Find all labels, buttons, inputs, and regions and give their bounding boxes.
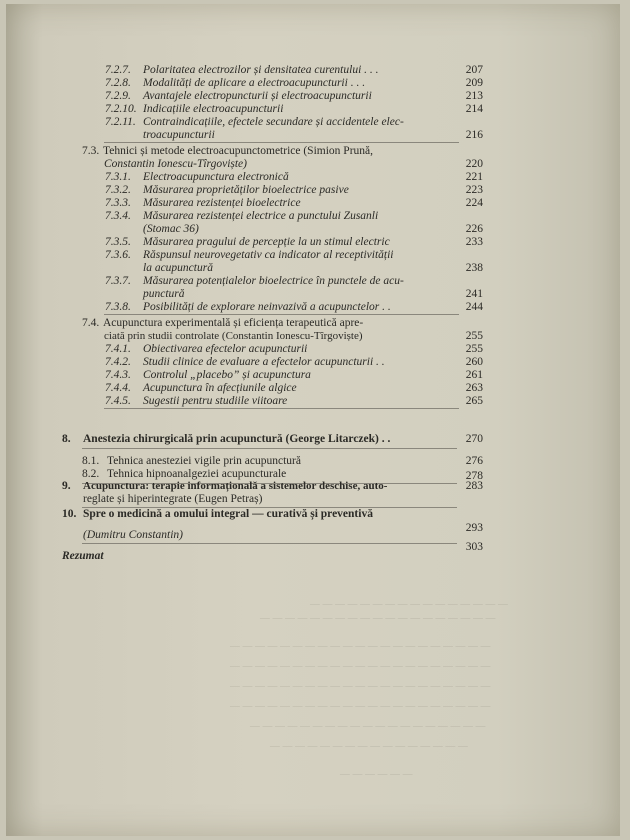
toc-entry-title: Tehnica anesteziei vigile prin acupunctură bbox=[107, 455, 301, 467]
toc-entry-number: 7.3.5. bbox=[105, 236, 131, 248]
toc-entry-number: 7.3.6. bbox=[105, 249, 131, 261]
divider bbox=[82, 543, 457, 544]
toc-entry-title: Măsurarea proprietăților bioelectrice pasive bbox=[143, 184, 349, 196]
toc-entry-title: Obiectivarea efectelor acupuncturii bbox=[143, 343, 308, 355]
toc-entry-number: 7.2.11. bbox=[105, 116, 136, 128]
toc-page-number: 209 bbox=[465, 77, 483, 89]
toc-entry-number: 7.3.8. bbox=[105, 301, 131, 313]
divider bbox=[82, 448, 457, 449]
toc-entry-number: 7.3.7. bbox=[105, 275, 131, 287]
toc-entry-title: Studii clinice de evaluare a efectelor acupuncturii . . bbox=[143, 356, 385, 368]
toc-entry-title: Acupunctura: terapie informațională a sistemelor deschise, auto- bbox=[83, 480, 388, 492]
toc-entry-title: Răspunsul neurovegetativ ca indicator al receptivității bbox=[143, 249, 394, 261]
toc-entry-number: 7.3.4. bbox=[105, 210, 131, 222]
toc-entry-title: Măsurarea pragului de percepție la un stimul electric bbox=[143, 236, 390, 248]
toc-entry-number: 7.4.3. bbox=[105, 369, 131, 381]
toc-entry-number: 8.2. bbox=[82, 468, 100, 480]
divider bbox=[104, 408, 459, 409]
toc-entry-number: 7.2.10. bbox=[105, 103, 137, 115]
toc-entry-title: Constantin Ionescu-Tîrgoviște) bbox=[104, 158, 247, 170]
toc-page-number: 244 bbox=[465, 301, 483, 313]
toc-entry-title: Tehnici și metode electroacupunctometrice (Simion Prună, bbox=[103, 145, 373, 157]
toc-entry-number: 10. bbox=[62, 508, 77, 520]
toc-entry-title: Posibilități de explorare neinvazivă a acupunctelor . . bbox=[143, 301, 391, 313]
toc-entry-number: 8. bbox=[62, 433, 71, 445]
toc-entry-number: 7.4. bbox=[82, 317, 100, 329]
toc-entry-number: 8.1. bbox=[82, 455, 100, 467]
toc-page-number: 265 bbox=[465, 395, 483, 407]
toc-entry-title: Modalități de aplicare a electroacupuncturii . . . bbox=[143, 77, 366, 89]
divider bbox=[104, 314, 459, 315]
toc-page-number: 221 bbox=[465, 171, 483, 183]
toc-page-number: 278 bbox=[465, 470, 483, 482]
toc-entry-number: 7.4.1. bbox=[105, 343, 131, 355]
toc-entry-title: Acupunctura experimentală și eficiența terapeutică apre- bbox=[103, 317, 364, 329]
toc-page-number: 220 bbox=[465, 158, 483, 170]
toc-entry-number: 7.4.5. bbox=[105, 395, 131, 407]
toc-page-number: 263 bbox=[465, 382, 483, 394]
toc-page-number: 207 bbox=[465, 64, 483, 76]
divider bbox=[104, 142, 459, 143]
toc-entry-title: Electroacupunctura electronică bbox=[143, 171, 289, 183]
toc-entry-title: Sugestii pentru studiile viitoare bbox=[143, 395, 288, 407]
toc-entry-title: Măsurarea potențialelor bioelectrice în punctele de acu- bbox=[143, 275, 404, 287]
toc-page-number: 241 bbox=[465, 288, 483, 300]
toc-page-number: 261 bbox=[465, 369, 483, 381]
toc-entry-number: 7.2.7. bbox=[105, 64, 131, 76]
toc-entry-title: Polaritatea electrozilor și densitatea curentului . . . bbox=[143, 64, 379, 76]
toc-entry-title: Avantajele electropuncturii și electroacupuncturii bbox=[143, 90, 372, 102]
toc-page-number: 214 bbox=[465, 103, 483, 115]
toc-entry-title: (Stomac 36) bbox=[143, 223, 199, 235]
toc-page-number: 270 bbox=[465, 433, 483, 445]
toc-entry-number: 9. bbox=[62, 480, 71, 492]
toc-entry-number: 7.3. bbox=[82, 145, 100, 157]
toc-page-number: 255 bbox=[465, 330, 483, 342]
toc-entry-title: Rezumat bbox=[62, 550, 104, 562]
toc-entry-number: 7.2.9. bbox=[105, 90, 131, 102]
toc-entry-title: punctură bbox=[143, 288, 185, 300]
toc-page-number: 303 bbox=[465, 541, 483, 553]
toc-entry-title: Măsurarea rezistenței electrice a punctului Zusanli bbox=[143, 210, 379, 222]
toc-page-number: 216 bbox=[465, 129, 483, 141]
toc-page-number: 223 bbox=[465, 184, 483, 196]
toc-entry-number: 7.3.3. bbox=[105, 197, 131, 209]
toc-page-number: 213 bbox=[465, 90, 483, 102]
toc-page-number: 276 bbox=[465, 455, 483, 467]
toc-page-number: 233 bbox=[465, 236, 483, 248]
toc-entry-number: 7.4.4. bbox=[105, 382, 131, 394]
toc-page-number: 283 bbox=[465, 480, 483, 492]
toc-entry-title: ciată prin studii controlate (Constantin Ionescu-Tîrgoviște) bbox=[104, 330, 363, 342]
toc-page-number: 293 bbox=[465, 522, 483, 534]
toc-entry-number: 7.3.2. bbox=[105, 184, 131, 196]
toc-entry-title: Controlul „placebo” și acupunctura bbox=[143, 369, 311, 381]
toc-entry-title: Acupunctura în afecțiunile algice bbox=[143, 382, 297, 394]
toc-entry-title: Indicațiile electroacupuncturii bbox=[143, 103, 284, 115]
toc-entry-title: Contraindicațiile, efectele secundare și accidentele elec- bbox=[143, 116, 404, 128]
toc-entry-title: la acupunctură bbox=[143, 262, 213, 274]
toc-entry-title: Tehnica hipnoanalgeziei acupuncturale bbox=[107, 468, 287, 480]
toc-entry-number: 7.2.8. bbox=[105, 77, 131, 89]
toc-entry-title: (Dumitru Constantin) bbox=[83, 529, 183, 541]
toc-entry-title: troacupuncturii bbox=[143, 129, 215, 141]
toc-entry-title: Anestezia chirurgicală prin acupunctură (George Litarczek) . . bbox=[83, 433, 391, 445]
toc-page-number: 260 bbox=[465, 356, 483, 368]
toc-page-number: 226 bbox=[465, 223, 483, 235]
toc-entry-title: reglate și hiperintegrate (Eugen Petraș) bbox=[83, 493, 263, 505]
toc-entry-number: 7.3.1. bbox=[105, 171, 131, 183]
toc-entry-title: Măsurarea rezistenței bioelectrice bbox=[143, 197, 301, 209]
toc-entry-title: Spre o medicină a omului integral — curativă și preventivă bbox=[83, 508, 373, 520]
toc-page-number: 238 bbox=[465, 262, 483, 274]
toc-page-number: 224 bbox=[465, 197, 483, 209]
toc-entry-number: 7.4.2. bbox=[105, 356, 131, 368]
toc-page-number: 255 bbox=[465, 343, 483, 355]
